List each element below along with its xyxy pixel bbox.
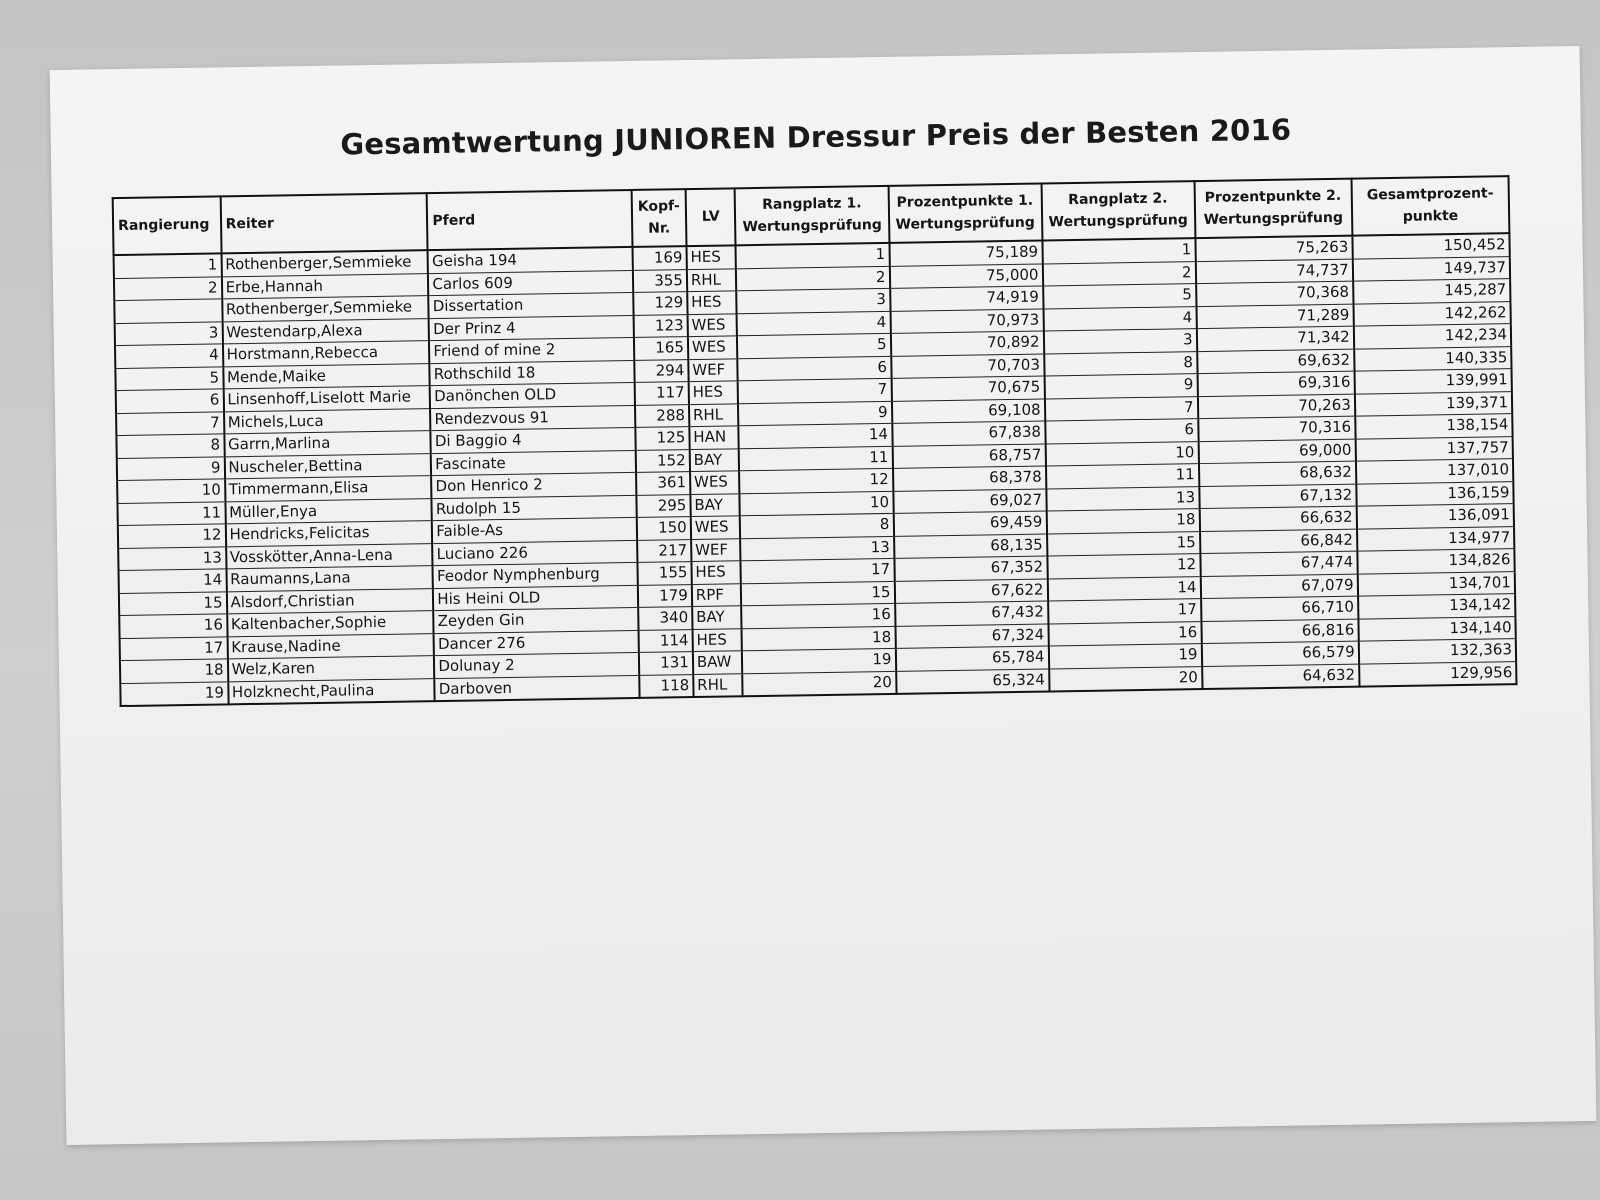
- cell-gesamtprozentpunkte: 134,142: [1358, 594, 1516, 619]
- cell-gesamtprozentpunkte: 134,140: [1358, 616, 1516, 641]
- cell-prozentpunkte-1: 75,189: [889, 241, 1042, 266]
- cell-rangplatz-1: 13: [741, 536, 894, 561]
- cell-gesamtprozentpunkte: 129,956: [1359, 661, 1517, 686]
- cell-rangplatz-2: 6: [1045, 419, 1198, 444]
- cell-kopf-nr: 114: [639, 629, 693, 652]
- cell-rangplatz-1: 6: [738, 356, 891, 381]
- cell-rangplatz-1: 8: [740, 513, 893, 538]
- cell-rangplatz-2: 8: [1044, 351, 1197, 376]
- cell-prozentpunkte-1: 70,892: [890, 331, 1043, 356]
- cell-lv: HES: [687, 291, 737, 314]
- cell-reiter: Hendricks,Felicitas: [225, 521, 432, 547]
- cell-lv: WES: [691, 516, 741, 539]
- cell-prozentpunkte-2: 69,632: [1197, 349, 1355, 374]
- cell-prozentpunkte-2: 68,632: [1199, 461, 1357, 486]
- cell-prozentpunkte-1: 70,973: [890, 309, 1043, 334]
- cell-prozentpunkte-1: 69,108: [891, 398, 1044, 423]
- cell-prozentpunkte-2: 66,579: [1201, 641, 1359, 666]
- cell-prozentpunkte-2: 71,289: [1196, 304, 1354, 329]
- cell-kopf-nr: 169: [633, 246, 687, 270]
- cell-reiter: Kaltenbacher,Sophie: [227, 611, 434, 637]
- cell-rangierung: 7: [116, 411, 224, 435]
- cell-lv: HES: [691, 561, 741, 584]
- cell-pferd: Di Baggio 4: [431, 427, 636, 453]
- cell-rangplatz-2: 1: [1042, 238, 1195, 263]
- cell-kopf-nr: 361: [636, 472, 690, 495]
- results-table: [112, 175, 1518, 707]
- cell-lv: BAY: [690, 493, 740, 516]
- cell-rangierung: 9: [117, 456, 225, 480]
- table-body: [114, 233, 1517, 706]
- cell-prozentpunkte-1: 67,838: [892, 421, 1045, 446]
- cell-prozentpunkte-2: 66,816: [1201, 619, 1359, 644]
- cell-gesamtprozentpunkte: 139,371: [1355, 391, 1513, 416]
- cell-prozentpunkte-1: 70,703: [891, 354, 1044, 379]
- cell-gesamtprozentpunkte: 132,363: [1359, 639, 1517, 664]
- cell-pferd: Don Henrico 2: [431, 472, 636, 498]
- cell-lv: RHL: [693, 673, 743, 697]
- header-kopf-nr: Kopf- Nr.: [632, 189, 687, 247]
- cell-lv: RPF: [692, 583, 742, 606]
- cell-pferd: Fascinate: [431, 450, 636, 476]
- cell-rangplatz-2: 12: [1047, 554, 1200, 579]
- cell-lv: BAY: [690, 448, 740, 471]
- cell-prozentpunkte-1: 67,432: [895, 601, 1048, 626]
- cell-kopf-nr: 152: [636, 449, 690, 472]
- cell-rangierung: 13: [118, 546, 226, 570]
- cell-prozentpunkte-2: 70,368: [1196, 281, 1354, 306]
- cell-rangierung: 10: [117, 479, 225, 503]
- cell-prozentpunkte-1: 68,378: [893, 466, 1046, 491]
- cell-pferd: Carlos 609: [428, 270, 633, 296]
- cell-rangplatz-1: 5: [737, 333, 890, 358]
- cell-prozentpunkte-1: 74,919: [890, 286, 1043, 311]
- cell-pferd: Friend of mine 2: [429, 337, 634, 363]
- cell-rangplatz-1: 9: [738, 401, 891, 426]
- cell-prozentpunkte-2: 70,316: [1198, 416, 1356, 441]
- cell-rangplatz-2: 13: [1046, 486, 1199, 511]
- cell-prozentpunkte-1: 65,784: [895, 646, 1048, 671]
- cell-rangplatz-2: 3: [1043, 329, 1196, 354]
- cell-gesamtprozentpunkte: 149,737: [1353, 256, 1511, 281]
- cell-pferd: Darboven: [435, 675, 640, 701]
- cell-reiter: Mende,Maike: [223, 363, 430, 389]
- cell-gesamtprozentpunkte: 134,701: [1357, 571, 1515, 596]
- cell-rangplatz-2: 5: [1043, 284, 1196, 309]
- cell-kopf-nr: 294: [634, 359, 688, 382]
- cell-pferd: Rudolph 15: [432, 495, 637, 521]
- cell-lv: WEF: [691, 538, 741, 561]
- cell-reiter: Alsdorf,Christian: [226, 588, 433, 614]
- cell-prozentpunkte-1: 68,135: [894, 533, 1047, 558]
- cell-lv: WES: [688, 336, 738, 359]
- cell-rangplatz-1: 17: [741, 558, 894, 583]
- cell-gesamtprozentpunkte: 138,154: [1355, 414, 1513, 439]
- cell-rangplatz-1: 18: [742, 626, 895, 651]
- cell-gesamtprozentpunkte: 137,010: [1356, 459, 1514, 484]
- cell-rangierung: 1: [114, 253, 222, 278]
- cell-kopf-nr: 150: [637, 517, 691, 540]
- cell-rangplatz-2: 11: [1046, 464, 1199, 489]
- cell-prozentpunkte-2: 74,737: [1195, 259, 1353, 284]
- cell-rangplatz-2: 10: [1045, 441, 1198, 466]
- cell-reiter: Nuscheler,Bettina: [224, 453, 431, 479]
- cell-prozentpunkte-1: 67,324: [895, 623, 1048, 648]
- header-rangplatz-2: Rangplatz 2. Wertungsprüfung: [1041, 181, 1195, 240]
- cell-pferd: Dancer 276: [434, 630, 639, 656]
- cell-pferd: Rendezvous 91: [430, 405, 635, 431]
- cell-rangplatz-1: 10: [740, 491, 893, 516]
- cell-rangplatz-1: 7: [738, 378, 891, 403]
- cell-rangierung: 2: [114, 276, 222, 300]
- cell-kopf-nr: 131: [639, 652, 693, 675]
- document-title: Gesamtwertung JUNIOREN Dressur Preis der Besten 2016: [340, 112, 1292, 162]
- cell-lv: RHL: [689, 403, 739, 426]
- cell-lv: WES: [687, 313, 737, 336]
- cell-rangplatz-1: 4: [737, 311, 890, 336]
- cell-reiter: Welz,Karen: [227, 656, 434, 682]
- cell-prozentpunkte-2: 66,632: [1199, 506, 1357, 531]
- cell-rangierung: 15: [119, 591, 227, 615]
- cell-rangplatz-2: 16: [1048, 621, 1201, 646]
- cell-rangierung: 14: [119, 569, 227, 593]
- cell-rangplatz-2: 4: [1043, 306, 1196, 331]
- cell-prozentpunkte-2: 67,132: [1199, 484, 1357, 509]
- cell-rangplatz-2: 9: [1044, 374, 1197, 399]
- cell-reiter: Garrn,Marlina: [224, 431, 431, 457]
- cell-rangierung: 4: [115, 344, 223, 368]
- header-lv: LV: [685, 188, 736, 246]
- cell-rangplatz-2: 14: [1047, 576, 1200, 601]
- cell-kopf-nr: 123: [634, 314, 688, 337]
- cell-kopf-nr: 340: [638, 607, 692, 630]
- cell-pferd: Der Prinz 4: [429, 315, 634, 341]
- cell-gesamtprozentpunkte: 139,991: [1354, 369, 1512, 394]
- cell-lv: RHL: [687, 268, 737, 291]
- cell-rangplatz-1: 15: [741, 581, 894, 606]
- cell-reiter: Michels,Luca: [224, 408, 431, 434]
- cell-lv: HES: [692, 628, 742, 651]
- cell-gesamtprozentpunkte: 150,452: [1352, 233, 1510, 258]
- cell-kopf-nr: 125: [635, 427, 689, 450]
- cell-reiter: Linsenhoff,Liselott Marie: [223, 386, 430, 412]
- cell-rangierung: [114, 299, 222, 323]
- cell-prozentpunkte-1: 67,352: [894, 556, 1047, 581]
- cell-reiter: Rothenberger,Semmieke: [221, 250, 428, 276]
- header-rangplatz-1: Rangplatz 1. Wertungsprüfung: [735, 186, 889, 245]
- cell-gesamtprozentpunkte: 142,234: [1354, 324, 1512, 349]
- cell-prozentpunkte-1: 68,757: [892, 443, 1045, 468]
- cell-gesamtprozentpunkte: 136,159: [1356, 481, 1514, 506]
- cell-kopf-nr: 118: [639, 674, 693, 698]
- cell-pferd: Geisha 194: [428, 247, 633, 273]
- cell-pferd: Zeyden Gin: [434, 607, 639, 633]
- header-gesamtprozentpunkte: Gesamtprozent- punkte: [1351, 176, 1509, 235]
- cell-rangplatz-1: 19: [742, 648, 895, 673]
- cell-kopf-nr: 129: [633, 292, 687, 315]
- cell-prozentpunkte-2: 66,710: [1201, 596, 1359, 621]
- cell-prozentpunkte-2: 69,316: [1197, 371, 1355, 396]
- cell-prozentpunkte-1: 70,675: [891, 376, 1044, 401]
- cell-kopf-nr: 295: [636, 494, 690, 517]
- cell-kopf-nr: 217: [637, 539, 691, 562]
- cell-prozentpunkte-2: 70,263: [1197, 394, 1355, 419]
- cell-prozentpunkte-1: 65,324: [896, 668, 1049, 693]
- cell-reiter: Erbe,Hannah: [221, 273, 428, 299]
- cell-prozentpunkte-2: 64,632: [1202, 664, 1360, 689]
- cell-pferd: Dolunay 2: [434, 652, 639, 678]
- cell-rangplatz-1: 3: [737, 288, 890, 313]
- cell-prozentpunkte-2: 66,842: [1200, 529, 1358, 554]
- header-prozentpunkte-2: Prozentpunkte 2. Wertungsprüfung: [1194, 179, 1352, 238]
- cell-pferd: Feodor Nymphenburg: [433, 562, 638, 588]
- cell-rangierung: 3: [115, 321, 223, 345]
- cell-prozentpunkte-2: 75,263: [1195, 236, 1353, 261]
- cell-pferd: Dissertation: [429, 292, 634, 318]
- cell-rangplatz-1: 11: [739, 446, 892, 471]
- header-rangierung: Rangierung: [113, 196, 221, 255]
- cell-reiter: Holzknecht,Paulina: [228, 678, 435, 704]
- cell-rangplatz-1: 14: [739, 423, 892, 448]
- cell-pferd: Luciano 226: [432, 540, 637, 566]
- paper-sheet: [50, 46, 1597, 1145]
- cell-reiter: Müller,Enya: [225, 498, 432, 524]
- cell-rangierung: 6: [116, 389, 224, 413]
- cell-pferd: His Heini OLD: [433, 585, 638, 611]
- cell-kopf-nr: 165: [634, 337, 688, 360]
- cell-rangierung: 16: [119, 614, 227, 638]
- cell-gesamtprozentpunkte: 136,091: [1356, 504, 1514, 529]
- cell-rangierung: 5: [115, 366, 223, 390]
- cell-rangplatz-2: 15: [1047, 531, 1200, 556]
- cell-rangplatz-2: 2: [1042, 261, 1195, 286]
- cell-reiter: Rothenberger,Semmieke: [222, 296, 429, 322]
- cell-lv: BAY: [692, 606, 742, 629]
- cell-lv: HES: [686, 245, 736, 269]
- cell-pferd: Danönchen OLD: [430, 382, 635, 408]
- cell-prozentpunkte-1: 69,459: [893, 511, 1046, 536]
- cell-kopf-nr: 179: [638, 584, 692, 607]
- cell-reiter: Timmermann,Elisa: [225, 476, 432, 502]
- cell-rangplatz-2: 18: [1046, 509, 1199, 534]
- cell-kopf-nr: 288: [635, 404, 689, 427]
- cell-rangplatz-1: 2: [736, 266, 889, 291]
- cell-gesamtprozentpunkte: 140,335: [1354, 346, 1512, 371]
- cell-prozentpunkte-1: 75,000: [889, 264, 1042, 289]
- cell-gesamtprozentpunkte: 137,757: [1355, 436, 1513, 461]
- cell-prozentpunkte-1: 67,622: [894, 578, 1047, 603]
- cell-gesamtprozentpunkte: 134,977: [1357, 526, 1515, 551]
- cell-rangplatz-2: 17: [1048, 599, 1201, 624]
- cell-rangierung: 19: [120, 681, 228, 706]
- cell-rangierung: 8: [116, 434, 224, 458]
- cell-gesamtprozentpunkte: 142,262: [1353, 301, 1511, 326]
- cell-rangplatz-2: 20: [1049, 666, 1202, 691]
- cell-rangierung: 12: [118, 524, 226, 548]
- cell-rangierung: 17: [120, 636, 228, 660]
- cell-kopf-nr: 117: [635, 382, 689, 405]
- cell-rangplatz-1: 16: [742, 603, 895, 628]
- cell-prozentpunkte-2: 67,079: [1200, 574, 1358, 599]
- cell-lv: WEF: [688, 358, 738, 381]
- cell-pferd: Faible-As: [432, 517, 637, 543]
- cell-rangplatz-1: 20: [743, 671, 896, 696]
- cell-lv: BAW: [693, 651, 743, 674]
- cell-prozentpunkte-2: 69,000: [1198, 439, 1356, 464]
- cell-rangierung: 18: [120, 659, 228, 683]
- cell-prozentpunkte-2: 71,342: [1196, 326, 1354, 351]
- cell-rangplatz-2: 19: [1048, 644, 1201, 669]
- cell-prozentpunkte-2: 67,474: [1200, 551, 1358, 576]
- cell-rangierung: 11: [117, 501, 225, 525]
- cell-lv: WES: [690, 471, 740, 494]
- cell-lv: HES: [688, 381, 738, 404]
- cell-gesamtprozentpunkte: 134,826: [1357, 549, 1515, 574]
- cell-rangplatz-1: 12: [739, 468, 892, 493]
- cell-reiter: Raumanns,Lana: [226, 566, 433, 592]
- cell-gesamtprozentpunkte: 145,287: [1353, 279, 1511, 304]
- cell-prozentpunkte-1: 69,027: [893, 488, 1046, 513]
- cell-lv: HAN: [689, 426, 739, 449]
- header-reiter: Reiter: [220, 193, 428, 253]
- cell-kopf-nr: 155: [638, 562, 692, 585]
- cell-reiter: Horstmann,Rebecca: [223, 341, 430, 367]
- cell-pferd: Rothschild 18: [430, 360, 635, 386]
- cell-reiter: Westendarp,Alexa: [222, 318, 429, 344]
- header-pferd: Pferd: [427, 190, 633, 250]
- cell-rangplatz-1: 1: [736, 243, 889, 268]
- cell-rangplatz-2: 7: [1044, 396, 1197, 421]
- header-prozentpunkte-1: Prozentpunkte 1. Wertungsprüfung: [888, 184, 1042, 243]
- cell-reiter: Krause,Nadine: [227, 633, 434, 659]
- cell-kopf-nr: 355: [633, 269, 687, 292]
- cell-reiter: Vosskötter,Anna-Lena: [226, 543, 433, 569]
